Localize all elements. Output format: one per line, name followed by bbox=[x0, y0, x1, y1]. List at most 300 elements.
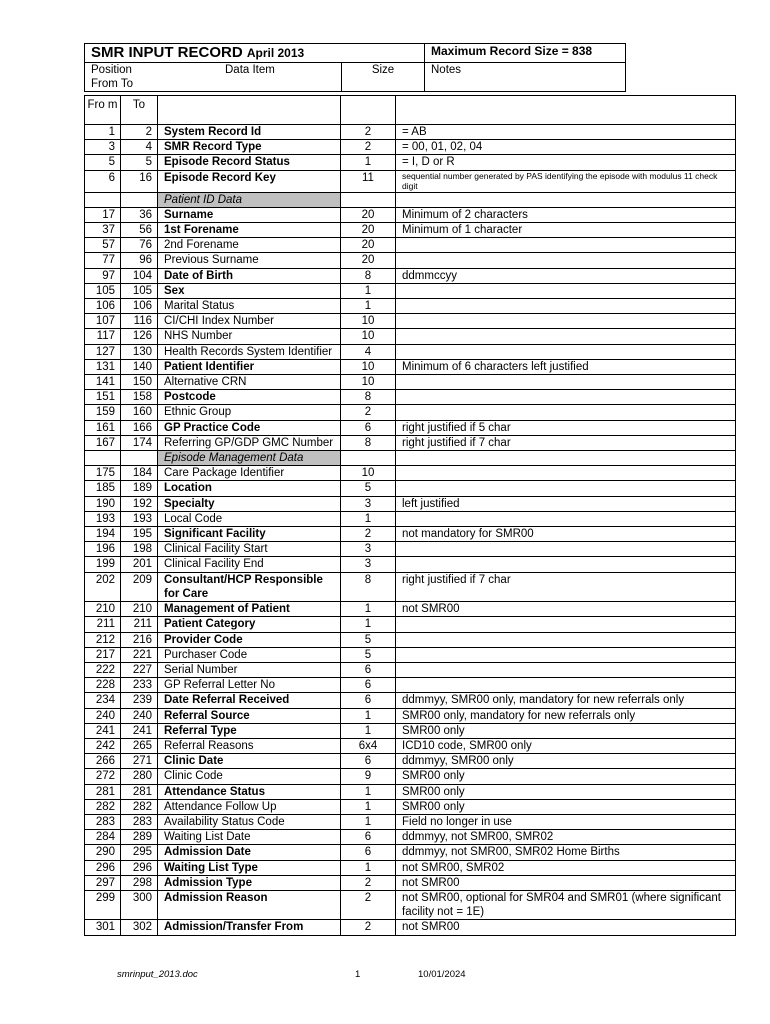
notes-cell: sequential number generated by PAS identifying the episode with modulus 11 check digit bbox=[396, 170, 736, 192]
footer-page-number: 1 bbox=[355, 969, 361, 980]
to-cell: 281 bbox=[121, 784, 158, 799]
data-item-cell: Previous Surname bbox=[158, 253, 341, 268]
col-header-size: Size bbox=[342, 63, 425, 92]
data-item-cell: Alternative CRN bbox=[158, 375, 341, 390]
size-cell: 6x4 bbox=[341, 738, 396, 753]
notes-cell: ddmmyy, SMR00 only bbox=[396, 754, 736, 769]
size-cell: 10 bbox=[341, 329, 396, 344]
size-cell: 2 bbox=[341, 527, 396, 542]
size-cell: 8 bbox=[341, 435, 396, 450]
notes-cell bbox=[396, 632, 736, 647]
to-cell: 76 bbox=[121, 238, 158, 253]
to-cell: 140 bbox=[121, 359, 158, 374]
data-item-cell: Clinical Facility Start bbox=[158, 542, 341, 557]
to-cell: 280 bbox=[121, 769, 158, 784]
table-row bbox=[85, 769, 736, 784]
size-cell: 8 bbox=[341, 268, 396, 283]
from-cell: 107 bbox=[85, 314, 121, 329]
from-cell: 281 bbox=[85, 784, 121, 799]
to-cell: 126 bbox=[121, 329, 158, 344]
notes-cell bbox=[396, 481, 736, 496]
notes-cell: ddmmyy, SMR00 only, mandatory for new referrals only bbox=[396, 693, 736, 708]
col-header-notes: Notes bbox=[425, 63, 626, 92]
notes-cell bbox=[396, 283, 736, 298]
to-cell: 105 bbox=[121, 283, 158, 298]
to-cell: 298 bbox=[121, 875, 158, 890]
to-cell: 227 bbox=[121, 662, 158, 677]
position-label: Position bbox=[91, 64, 132, 76]
size-cell: 3 bbox=[341, 496, 396, 511]
table-row bbox=[85, 283, 736, 298]
data-item-cell: Purchaser Code bbox=[158, 647, 341, 662]
table-row bbox=[85, 860, 736, 875]
blank-header-cell bbox=[396, 96, 736, 125]
size-cell: 2 bbox=[341, 875, 396, 890]
table-row bbox=[85, 405, 736, 420]
from-cell: 282 bbox=[85, 799, 121, 814]
from-cell: 190 bbox=[85, 496, 121, 511]
to-cell: 300 bbox=[121, 890, 158, 919]
from-cell: 212 bbox=[85, 632, 121, 647]
blank-header-cell bbox=[341, 96, 396, 125]
notes-cell: ddmmccyy bbox=[396, 268, 736, 283]
notes-cell bbox=[396, 662, 736, 677]
table-row bbox=[85, 314, 736, 329]
data-item-cell: Date Referral Received bbox=[158, 693, 341, 708]
to-cell: 184 bbox=[121, 466, 158, 481]
notes-cell bbox=[396, 647, 736, 662]
size-cell: 9 bbox=[341, 769, 396, 784]
data-item-cell: Local Code bbox=[158, 511, 341, 526]
size-cell: 1 bbox=[341, 784, 396, 799]
data-item-cell: NHS Number bbox=[158, 329, 341, 344]
footer-filename: smrinput_2013.doc bbox=[117, 969, 198, 980]
size-cell: 6 bbox=[341, 678, 396, 693]
to-cell: 265 bbox=[121, 738, 158, 753]
notes-cell bbox=[396, 344, 736, 359]
table-row bbox=[85, 693, 736, 708]
from-cell: 151 bbox=[85, 390, 121, 405]
to-cell: 104 bbox=[121, 268, 158, 283]
from-cell: 105 bbox=[85, 283, 121, 298]
size-cell: 6 bbox=[341, 754, 396, 769]
notes-cell bbox=[396, 253, 736, 268]
size-cell: 1 bbox=[341, 617, 396, 632]
data-item-label: Data Item bbox=[225, 64, 275, 76]
size-cell: 1 bbox=[341, 723, 396, 738]
to-cell: 193 bbox=[121, 511, 158, 526]
size-cell: 2 bbox=[341, 125, 396, 140]
data-item-cell: Availability Status Code bbox=[158, 814, 341, 829]
table-row bbox=[85, 527, 736, 542]
from-cell: 283 bbox=[85, 814, 121, 829]
notes-cell: right justified if 5 char bbox=[396, 420, 736, 435]
from-cell: 194 bbox=[85, 527, 121, 542]
data-item-cell: Attendance Follow Up bbox=[158, 799, 341, 814]
table-row bbox=[85, 799, 736, 814]
data-item-cell: Surname bbox=[158, 207, 341, 222]
from-cell: 202 bbox=[85, 572, 121, 601]
notes-cell: not SMR00 bbox=[396, 602, 736, 617]
table-row bbox=[85, 359, 736, 374]
from-cell: 266 bbox=[85, 754, 121, 769]
to-cell bbox=[121, 451, 158, 466]
from-cell: 242 bbox=[85, 738, 121, 753]
table-row bbox=[85, 708, 736, 723]
from-cell bbox=[85, 451, 121, 466]
table-row bbox=[85, 647, 736, 662]
to-cell: 96 bbox=[121, 253, 158, 268]
to-cell: 201 bbox=[121, 557, 158, 572]
size-cell: 6 bbox=[341, 830, 396, 845]
notes-cell bbox=[396, 390, 736, 405]
from-to-label: From To bbox=[91, 78, 133, 90]
notes-cell bbox=[396, 299, 736, 314]
to-cell: 198 bbox=[121, 542, 158, 557]
data-item-cell: Postcode bbox=[158, 390, 341, 405]
data-item-cell: Episode Record Status bbox=[158, 155, 341, 170]
size-cell: 3 bbox=[341, 542, 396, 557]
col-header-position bbox=[85, 63, 342, 92]
data-item-cell: Episode Record Key bbox=[158, 170, 341, 192]
size-cell: 10 bbox=[341, 466, 396, 481]
data-item-cell: Clinic Date bbox=[158, 754, 341, 769]
to-cell: 195 bbox=[121, 527, 158, 542]
from-cell: 159 bbox=[85, 405, 121, 420]
from-cell: 222 bbox=[85, 662, 121, 677]
from-cell: 299 bbox=[85, 890, 121, 919]
to-cell: 239 bbox=[121, 693, 158, 708]
size-cell: 20 bbox=[341, 253, 396, 268]
section-row bbox=[85, 192, 736, 207]
data-item-cell: SMR Record Type bbox=[158, 140, 341, 155]
notes-cell: SMR00 only bbox=[396, 769, 736, 784]
table-row bbox=[85, 329, 736, 344]
size-cell: 2 bbox=[341, 405, 396, 420]
size-cell: 20 bbox=[341, 238, 396, 253]
table-row bbox=[85, 238, 736, 253]
max-record-size: Maximum Record Size = 838 bbox=[425, 44, 626, 63]
table-row bbox=[85, 920, 736, 935]
table-row bbox=[85, 223, 736, 238]
table-row bbox=[85, 875, 736, 890]
notes-cell: not SMR00, SMR02 bbox=[396, 860, 736, 875]
size-cell: 8 bbox=[341, 572, 396, 601]
notes-cell: ddmmyy, not SMR00, SMR02 Home Births bbox=[396, 845, 736, 860]
from-cell: 6 bbox=[85, 170, 121, 192]
data-item-cell: Specialty bbox=[158, 496, 341, 511]
size-cell: 11 bbox=[341, 170, 396, 192]
size-cell: 6 bbox=[341, 693, 396, 708]
table-row bbox=[85, 140, 736, 155]
size-cell: 1 bbox=[341, 814, 396, 829]
table-row bbox=[85, 299, 736, 314]
data-item-cell: Waiting List Date bbox=[158, 830, 341, 845]
size-cell: 10 bbox=[341, 314, 396, 329]
record-layout-body bbox=[85, 96, 736, 936]
table-row bbox=[85, 814, 736, 829]
data-item-cell: GP Referral Letter No bbox=[158, 678, 341, 693]
data-item-cell: Provider Code bbox=[158, 632, 341, 647]
data-item-cell: Attendance Status bbox=[158, 784, 341, 799]
from-cell: 1 bbox=[85, 125, 121, 140]
table-row bbox=[85, 723, 736, 738]
notes-cell: SMR00 only, mandatory for new referrals only bbox=[396, 708, 736, 723]
notes-cell: ddmmyy, not SMR00, SMR02 bbox=[396, 830, 736, 845]
to-cell: 240 bbox=[121, 708, 158, 723]
to-cell bbox=[121, 192, 158, 207]
to-cell: 209 bbox=[121, 572, 158, 601]
data-item-cell: 1st Forename bbox=[158, 223, 341, 238]
to-cell: 296 bbox=[121, 860, 158, 875]
notes-cell: right justified if 7 char bbox=[396, 572, 736, 601]
from-cell: 211 bbox=[85, 617, 121, 632]
from-cell: 5 bbox=[85, 155, 121, 170]
notes-cell: ICD10 code, SMR00 only bbox=[396, 738, 736, 753]
size-cell: 5 bbox=[341, 632, 396, 647]
data-item-cell: Admission Reason bbox=[158, 890, 341, 919]
notes-cell: SMR00 only bbox=[396, 784, 736, 799]
to-header: To bbox=[121, 96, 158, 125]
from-cell: 161 bbox=[85, 420, 121, 435]
from-cell: 196 bbox=[85, 542, 121, 557]
data-item-cell: Referral Reasons bbox=[158, 738, 341, 753]
notes-cell: = AB bbox=[396, 125, 736, 140]
section-label: Patient ID Data bbox=[158, 192, 341, 207]
size-cell: 20 bbox=[341, 223, 396, 238]
table-row bbox=[85, 830, 736, 845]
notes-cell: = I, D or R bbox=[396, 155, 736, 170]
table-row bbox=[85, 738, 736, 753]
from-cell: 199 bbox=[85, 557, 121, 572]
data-item-cell: Admission Date bbox=[158, 845, 341, 860]
from-cell: 17 bbox=[85, 207, 121, 222]
table-row bbox=[85, 662, 736, 677]
section-row bbox=[85, 451, 736, 466]
table-row bbox=[85, 466, 736, 481]
size-cell: 10 bbox=[341, 359, 396, 374]
document-title bbox=[85, 44, 425, 63]
from-cell: 234 bbox=[85, 693, 121, 708]
to-cell: 16 bbox=[121, 170, 158, 192]
data-item-cell: Referral Type bbox=[158, 723, 341, 738]
data-item-cell: Health Records System Identifier bbox=[158, 344, 341, 359]
table-row bbox=[85, 253, 736, 268]
to-cell: 192 bbox=[121, 496, 158, 511]
from-cell: 117 bbox=[85, 329, 121, 344]
notes-cell bbox=[396, 238, 736, 253]
notes-cell bbox=[396, 314, 736, 329]
size-cell bbox=[341, 451, 396, 466]
from-cell: 193 bbox=[85, 511, 121, 526]
size-cell: 1 bbox=[341, 283, 396, 298]
table-row bbox=[85, 268, 736, 283]
size-cell: 6 bbox=[341, 420, 396, 435]
notes-cell bbox=[396, 557, 736, 572]
notes-cell: SMR00 only bbox=[396, 799, 736, 814]
notes-cell: not SMR00, optional for SMR04 and SMR01 (where significant facility not = 1E) bbox=[396, 890, 736, 919]
notes-cell: = 00, 01, 02, 04 bbox=[396, 140, 736, 155]
data-item-cell: Care Package Identifier bbox=[158, 466, 341, 481]
table-row bbox=[85, 602, 736, 617]
title-date: April 2013 bbox=[246, 46, 305, 60]
size-cell: 1 bbox=[341, 299, 396, 314]
data-item-cell: Location bbox=[158, 481, 341, 496]
notes-cell: right justified if 7 char bbox=[396, 435, 736, 450]
to-cell: 282 bbox=[121, 799, 158, 814]
section-label: Episode Management Data bbox=[158, 451, 341, 466]
table-row bbox=[85, 632, 736, 647]
to-cell: 241 bbox=[121, 723, 158, 738]
from-cell: 37 bbox=[85, 223, 121, 238]
to-cell: 283 bbox=[121, 814, 158, 829]
from-cell: 228 bbox=[85, 678, 121, 693]
to-cell: 160 bbox=[121, 405, 158, 420]
to-cell: 56 bbox=[121, 223, 158, 238]
notes-cell bbox=[396, 617, 736, 632]
to-cell: 158 bbox=[121, 390, 158, 405]
notes-cell: not SMR00 bbox=[396, 920, 736, 935]
notes-cell bbox=[396, 192, 736, 207]
data-item-cell: 2nd Forename bbox=[158, 238, 341, 253]
table-row bbox=[85, 617, 736, 632]
data-item-cell: Admission/Transfer From bbox=[158, 920, 341, 935]
size-cell: 5 bbox=[341, 481, 396, 496]
size-cell: 3 bbox=[341, 557, 396, 572]
to-cell: 189 bbox=[121, 481, 158, 496]
notes-cell bbox=[396, 466, 736, 481]
from-cell: 290 bbox=[85, 845, 121, 860]
size-cell: 1 bbox=[341, 602, 396, 617]
from-cell: 241 bbox=[85, 723, 121, 738]
data-item-cell: Referring GP/GDP GMC Number bbox=[158, 435, 341, 450]
to-cell: 210 bbox=[121, 602, 158, 617]
to-cell: 302 bbox=[121, 920, 158, 935]
to-cell: 5 bbox=[121, 155, 158, 170]
data-item-cell: Significant Facility bbox=[158, 527, 341, 542]
footer-date: 10/01/2024 bbox=[418, 969, 466, 980]
from-cell: 296 bbox=[85, 860, 121, 875]
from-cell: 57 bbox=[85, 238, 121, 253]
size-cell: 10 bbox=[341, 375, 396, 390]
to-cell: 216 bbox=[121, 632, 158, 647]
from-cell: 272 bbox=[85, 769, 121, 784]
from-cell: 301 bbox=[85, 920, 121, 935]
data-item-cell: Clinical Facility End bbox=[158, 557, 341, 572]
size-cell: 20 bbox=[341, 207, 396, 222]
from-cell: 141 bbox=[85, 375, 121, 390]
from-cell: 185 bbox=[85, 481, 121, 496]
size-cell bbox=[341, 192, 396, 207]
table-row bbox=[85, 845, 736, 860]
size-cell: 6 bbox=[341, 662, 396, 677]
notes-cell: not mandatory for SMR00 bbox=[396, 527, 736, 542]
table-row bbox=[85, 481, 736, 496]
table-row bbox=[85, 890, 736, 919]
to-cell: 116 bbox=[121, 314, 158, 329]
notes-cell: not SMR00 bbox=[396, 875, 736, 890]
table-row bbox=[85, 678, 736, 693]
table-row bbox=[85, 344, 736, 359]
data-item-cell: Patient Identifier bbox=[158, 359, 341, 374]
notes-cell: Minimum of 2 characters bbox=[396, 207, 736, 222]
size-cell: 1 bbox=[341, 860, 396, 875]
to-cell: 221 bbox=[121, 647, 158, 662]
data-item-cell: System Record Id bbox=[158, 125, 341, 140]
notes-cell bbox=[396, 405, 736, 420]
from-cell: 240 bbox=[85, 708, 121, 723]
size-cell: 4 bbox=[341, 344, 396, 359]
from-cell: 131 bbox=[85, 359, 121, 374]
data-item-cell: Ethnic Group bbox=[158, 405, 341, 420]
to-cell: 233 bbox=[121, 678, 158, 693]
table-row bbox=[85, 784, 736, 799]
data-item-cell: Serial Number bbox=[158, 662, 341, 677]
data-item-cell: Marital Status bbox=[158, 299, 341, 314]
size-cell: 1 bbox=[341, 511, 396, 526]
from-header: Fro m bbox=[85, 96, 121, 125]
from-cell: 210 bbox=[85, 602, 121, 617]
to-cell: 166 bbox=[121, 420, 158, 435]
data-item-cell: CI/CHI Index Number bbox=[158, 314, 341, 329]
to-cell: 130 bbox=[121, 344, 158, 359]
notes-cell bbox=[396, 511, 736, 526]
to-cell: 4 bbox=[121, 140, 158, 155]
to-cell: 295 bbox=[121, 845, 158, 860]
to-cell: 211 bbox=[121, 617, 158, 632]
title-text: SMR INPUT RECORD bbox=[91, 44, 243, 61]
to-cell: 36 bbox=[121, 207, 158, 222]
from-cell: 3 bbox=[85, 140, 121, 155]
table-row bbox=[85, 170, 736, 192]
from-cell: 217 bbox=[85, 647, 121, 662]
table-row bbox=[85, 557, 736, 572]
to-cell: 174 bbox=[121, 435, 158, 450]
data-item-cell: Admission Type bbox=[158, 875, 341, 890]
notes-cell: Minimum of 6 characters left justified bbox=[396, 359, 736, 374]
size-cell: 2 bbox=[341, 140, 396, 155]
data-item-cell: Sex bbox=[158, 283, 341, 298]
notes-cell bbox=[396, 375, 736, 390]
from-cell: 175 bbox=[85, 466, 121, 481]
from-cell: 284 bbox=[85, 830, 121, 845]
notes-cell bbox=[396, 451, 736, 466]
data-item-cell: Management of Patient bbox=[158, 602, 341, 617]
size-cell: 5 bbox=[341, 647, 396, 662]
table-row bbox=[85, 390, 736, 405]
record-layout-table bbox=[84, 95, 736, 936]
to-cell: 150 bbox=[121, 375, 158, 390]
table-row bbox=[85, 496, 736, 511]
from-cell: 97 bbox=[85, 268, 121, 283]
table-row bbox=[85, 435, 736, 450]
data-item-cell: Waiting List Type bbox=[158, 860, 341, 875]
table-row bbox=[85, 207, 736, 222]
table-row bbox=[85, 542, 736, 557]
table-row bbox=[85, 155, 736, 170]
table-row bbox=[85, 375, 736, 390]
data-item-cell: Referral Source bbox=[158, 708, 341, 723]
from-cell: 167 bbox=[85, 435, 121, 450]
data-item-cell: Date of Birth bbox=[158, 268, 341, 283]
size-cell: 1 bbox=[341, 799, 396, 814]
notes-cell: Field no longer in use bbox=[396, 814, 736, 829]
to-cell: 271 bbox=[121, 754, 158, 769]
data-item-cell: GP Practice Code bbox=[158, 420, 341, 435]
to-cell: 289 bbox=[121, 830, 158, 845]
notes-cell bbox=[396, 678, 736, 693]
record-header-table bbox=[84, 43, 626, 92]
